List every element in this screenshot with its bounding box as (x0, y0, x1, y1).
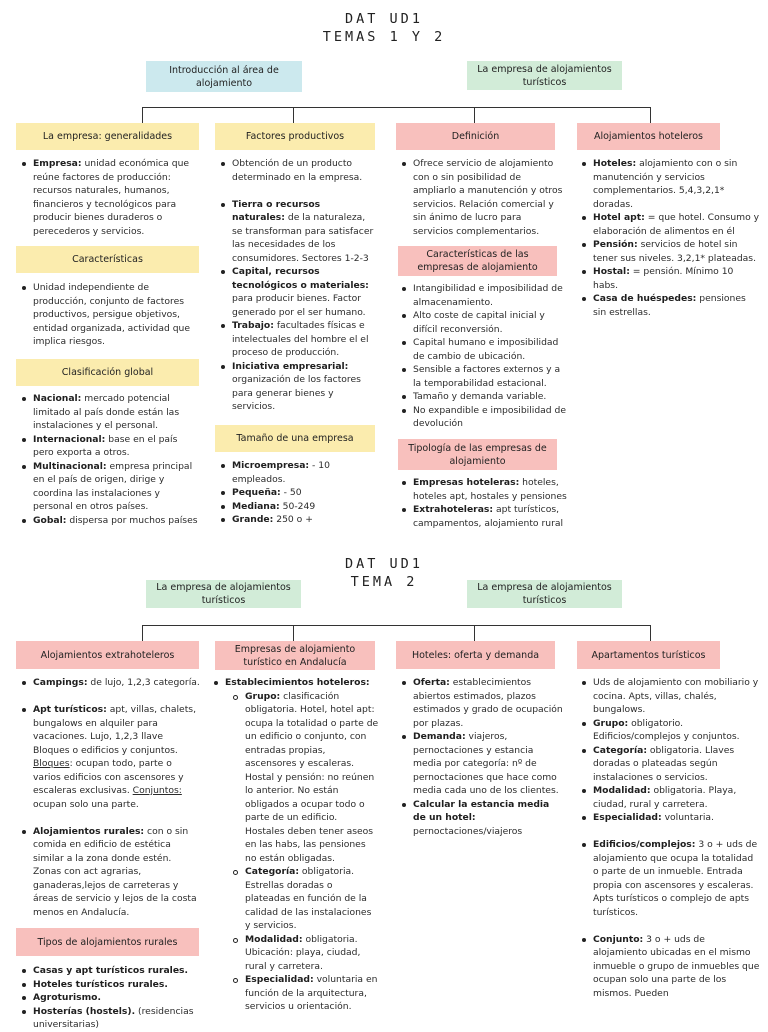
s2-col4-text (577, 676, 761, 1000)
section1-connector-v2 (293, 107, 294, 124)
list-item: Sensible a factores externos y a la temporabilidad estacional. (413, 363, 569, 390)
list-item: Trabajo: facultades físicas e intelectuales del hombre el el proceso de producción. (232, 319, 376, 360)
section2-connector-h (142, 625, 651, 626)
section1-title-line2: TEMAS 1 Y 2 (322, 29, 446, 45)
list-item: Unidad independiente de producción, conjunto de factores productivos, persigue objetivos, entidad organizada, actividad que implica riesgos. (33, 281, 199, 349)
list-item: Tamaño y demanda variable. (413, 390, 569, 404)
s2-col2-text (209, 676, 379, 1014)
list-item: Multinacional: empresa principal en el país de origen, dirige y coordina las instalaciones y personal en otros países. (33, 460, 199, 514)
list-item: Conjunto: 3 o + uds de alojamiento ubicadas en el mismo inmueble o grupo de inmuebles que ocupan solo una parte de los mismos. Pueden (593, 933, 760, 999)
list-item: Alto coste de capital inicial y difícil reconversión. (413, 309, 569, 336)
list-item: Calcular la estancia media de un hotel: pernoctaciones/viajeros (413, 798, 563, 839)
list-item: Uds de alojamiento con mobiliario y cocina. Apts, villas, chalés, bungalows. (593, 676, 761, 717)
list-item: Grupo: obligatorio. Edificios/complejos y conjuntos. (593, 717, 761, 744)
s1-header-hoteleros: Alojamientos hoteleros (577, 123, 720, 150)
s2-header-tipos-rurales: Tipos de alojamientos rurales (16, 928, 199, 956)
list-item: Especialidad: voluntaria. (593, 811, 761, 825)
s2-header-oferta-demanda: Hoteles: oferta y demanda (396, 641, 555, 669)
s2-col3-text (397, 676, 563, 838)
list-item: Intangibilidad e imposibilidad de almacenamiento. (413, 282, 569, 309)
s1-header-tipologia: Tipología de las empresas de alojamiento (398, 439, 557, 470)
list-item: Empresas hoteleras: hoteles, hoteles apt, hostales y pensiones (413, 476, 569, 503)
s1-header-caracteristicas: Características (16, 246, 199, 273)
section2-top-right-box: La empresa de alojamientos turísticos (467, 580, 622, 608)
list-item: Hostal: = pensión. Mínimo 10 habs. (593, 265, 761, 292)
list-item: Demanda: viajeros, pernoctaciones y estancia media por categoría: nº de pernoctaciones que hace como media cada uno de los clientes. (413, 730, 563, 798)
list-item: Capital humano e imposibilidad de cambio de ubicación. (413, 336, 569, 363)
list-item: Grande: 250 o + (232, 513, 386, 527)
section1-connector-v3 (474, 107, 475, 124)
list-item: Hoteles turísticos rurales. (33, 978, 200, 992)
list-item: Grupo: clasificación obligatoria. Hotel, hotel apt: ocupa la totalidad o parte de un edificio o conjunto, con entradas propias, ascensores y escaleras. Hostal y pensión: no reúnen lo anterior. No están obligados a ocupar todo o parte de un edificio. Hostales deben tener aseos en las habs, las pensiones no están obligadas. (245, 690, 379, 864)
s1-header-caracteristicas-alojamiento: Características de las empresas de alojamiento (398, 246, 557, 276)
s2-header-andalucia: Empresas de alojamiento turístico en Andalucía (215, 641, 375, 670)
s1-header-definicion: Definición (396, 123, 555, 150)
section2-connector-v4 (650, 625, 651, 641)
list-item: Extrahoteleras: apt turísticos, campamentos, alojamiento rural (413, 503, 569, 530)
section1-top-left-box: Introducción al área de alojamiento (146, 61, 302, 92)
s1-col3-text (397, 157, 563, 238)
s2-col1-text (17, 676, 200, 919)
list-item: Alojamientos rurales: con o sin comida en edificio de estética similar a la zona donde estén. Zonas con act agrarias, ganaderas,lejos de carreteras y áreas de servicio y lejos de la costa menos en Andalucía. (33, 825, 200, 920)
section2-title (0, 555, 768, 591)
section2-connector-v3 (474, 625, 475, 641)
list-item: Obtención de un producto determinado en la empresa. (232, 157, 376, 184)
s1-col1-text (17, 157, 199, 238)
section2-title-line2: TEMA 2 (350, 574, 418, 590)
list-item: Agroturismo. (33, 991, 200, 1005)
section2-title-line1: DAT UD1 (345, 556, 423, 572)
list-item: Categoría: obligatoria. Estrellas doradas o plateadas en función de la calidad de las instalaciones y servicios. (245, 865, 379, 933)
list-item: Edificios/complejos: 3 o + uds de alojamiento que ocupa la totalidad o parte de un inmueble. Entrada propia con ascensores y escaleras. Apts turísticos o complejo de apts turísticos. (593, 838, 761, 919)
list-item: Apt turísticos: apt, villas, chalets, bungalows en alquiler para vacaciones. Lujo, 1,2,3 llave Bloques o edificios y conjuntos. Bloques: ocupan todo, parte o varios edificios con ascensores y escaleras exclusivas. Conjuntos: ocupan solo una parte. (33, 703, 200, 811)
section1-title-line1: DAT UD1 (345, 11, 423, 27)
section1-connector-h (142, 107, 651, 108)
list-item: Capital, recursos tecnológicos o materiales: para producir bienes. Factor generado por el ser humano. (232, 265, 376, 319)
list-item: Gobal: dispersa por muchos países (33, 514, 198, 526)
s2-col1-rural-text (17, 964, 200, 1032)
s1-header-factores: Factores productivos (215, 123, 375, 150)
s1-col2-text (216, 157, 376, 414)
list-item: Ofrece servicio de alojamiento con o sin posibilidad de ampliarlo a manutención y otros servicios. Relación comercial y sin ánimo de lucro para servicios complementarios. (413, 158, 563, 237)
list-item: Hosterías (hostels). (residencias universitarias) (33, 1005, 200, 1032)
section1-title (0, 10, 768, 46)
s1-header-clasificacion: Clasificación global (16, 359, 199, 386)
list-item: Microempresa: - 10 empleados. (232, 459, 386, 486)
s1-col3-char-text (397, 282, 569, 431)
section2-connector-v1 (142, 625, 143, 641)
list-item: Casas y apt turísticos rurales. (33, 964, 200, 978)
list-item: Categoría: obligatoria. Llaves doradas o plateadas según instalaciones o servicios. (593, 744, 761, 785)
section1-top-right-box: La empresa de alojamientos turísticos (467, 61, 622, 90)
list-item: Nacional: mercado potencial limitado al país donde están las instalaciones y el personal. (33, 392, 199, 433)
list-item: No expandible e imposibilidad de devolución (413, 404, 569, 431)
s1-header-tamano: Tamaño de una empresa (215, 425, 375, 452)
list-item: Pensión: servicios de hotel sin tener sus niveles. 3,2,1* plateadas. (593, 238, 761, 265)
list-item: Campings: de lujo, 1,2,3 categoría. (33, 677, 200, 688)
s1-col3-typ-text (397, 476, 569, 530)
section2-connector-v2 (293, 625, 294, 641)
list-item: Mediana: 50-249 (232, 500, 386, 514)
list-item: Tierra o recursos naturales: de la naturaleza, se transforman para satisfacer las necesidades de los consumidores. Sectores 1-2-3 (232, 198, 376, 266)
list-item: Modalidad: obligatoria. Playa, ciudad, rural y carretera. (593, 784, 761, 811)
s2-header-apartamentos: Apartamentos turísticos (577, 641, 720, 669)
s1-col4-text (577, 157, 761, 319)
list-item: Internacional: base en el país pero exporta a otros. (33, 433, 199, 460)
s1-col2-size-text (216, 459, 386, 527)
list-item: Hotel apt: = que hotel. Consumo y elaboración de alimentos en él (593, 212, 760, 237)
list-item: Hoteles: alojamiento con o sin manutención y servicios complementarios. 5,4,3,2,1* doradas. (593, 157, 761, 211)
list-item: Casa de huéspedes: pensiones sin estrellas. (593, 292, 761, 319)
list-item: Establecimientos hoteleros: Grupo: clasificación obligatoria. Hotel, hotel apt: ocupa la totalidad o parte de un edificio o conjunto, con entradas propias, ascensores y escaleras. Hostal y pensión: no reúnen lo anterior. No están obligados a ocupar todo o parte de un edificio. Hostales deben tener aseos en las habs, las pensiones no están obligadas. Categoría: obligatoria. Estrellas doradas o plateadas en función de la calidad de las instalaciones y servicios. Modalidad: obligatoria. Ubicación: playa, ciudad, rural y carretera. Especialidad: voluntaria en función de la arquitectura, servicios u orientación. (225, 677, 379, 1012)
s2-header-extrahoteleros: Alojamientos extrahoteleros (16, 641, 199, 669)
list-item: Especialidad: voluntaria en función de la arquitectura, servicios u orientación. (245, 974, 378, 1012)
list-item: Empresa: unidad económica que reúne factores de producción: recursos naturales, humanos, financieros y tecnológicos para producir bienes duraderos o perecederos y servicios. (33, 157, 199, 238)
s1-col1-global-text (17, 392, 199, 527)
section2-top-left-box: La empresa de alojamientos turísticos (146, 580, 301, 608)
list-item: Oferta: establecimientos abiertos estimados, plazos estimados y grado de ocupación por plazas. (413, 677, 563, 729)
s1-col1-char-text (17, 281, 199, 349)
list-item: Modalidad: obligatoria. Ubicación: playa, ciudad, rural y carretera. (245, 933, 379, 974)
section1-connector-v1 (142, 107, 143, 124)
section1-connector-v4 (650, 107, 651, 124)
s1-header-empresa: La empresa: generalidades (16, 123, 199, 150)
list-item: Pequeña: - 50 (232, 486, 386, 500)
list-item: Iniciativa empresarial: organización de los factores para generar bienes y servicios. (232, 360, 376, 414)
